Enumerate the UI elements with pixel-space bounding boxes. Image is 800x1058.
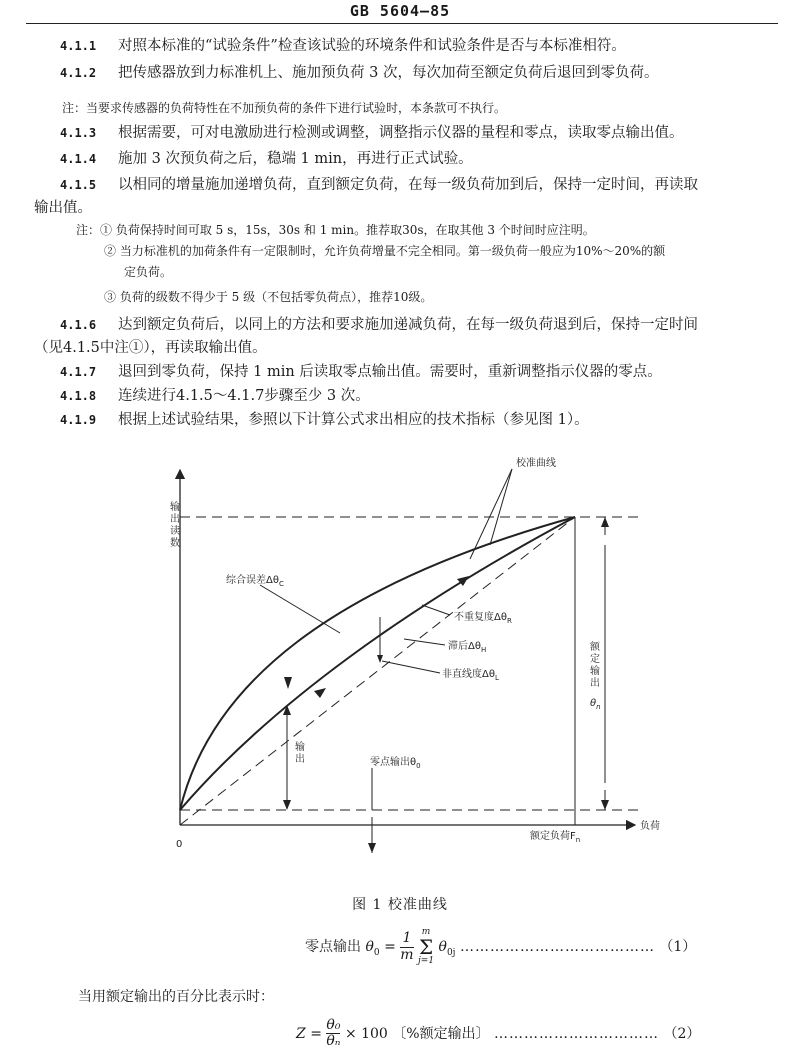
clause-4-1-7 [60, 360, 662, 381]
header-rule [26, 23, 778, 24]
increasing-direction-arrow [314, 688, 326, 698]
ideal-straight-line [180, 517, 575, 825]
formula-1-sum [418, 928, 434, 966]
formula-1-sum-bottom: j=1 [418, 956, 435, 966]
formula-1-sum-top: m [421, 927, 431, 937]
formula-1-term-sub: 0j [446, 947, 456, 958]
clause-text: 连续进行4.1.5～4.1.7步骤至少 3 次。 [118, 388, 370, 404]
formula-1-sum-symbol: Σ [418, 935, 434, 959]
clause-text: 以相同的增量施加递增负荷，直到额定负荷，在每一级负荷加到后，保持一定时间，再读取 [118, 177, 698, 193]
formula-1-denominator: m [400, 946, 414, 963]
clause-4-1-6 [60, 313, 698, 334]
clause-number: 4.1.8 [60, 389, 97, 403]
rated-output-symbol: $\theta_n$ [590, 698, 601, 711]
formula-2-number: （2） [663, 1025, 701, 1042]
calibration-curve-figure [150, 455, 670, 865]
output-arrow-top [283, 705, 291, 715]
formula-1-lhs-sub: 0 [373, 947, 380, 958]
clause-4-1-6-continuation: （见4.1.5中注①），再读取输出值。 [34, 340, 267, 356]
y-axis-label: 输出读数 [170, 502, 180, 549]
origin-label: 0 [176, 839, 183, 850]
nonlinearity-leader [382, 661, 440, 673]
clause-text: 施加 3 次预负荷之后，稳端 1 min，再进行正式试验。 [118, 151, 473, 167]
clause-4-1-8 [60, 384, 370, 405]
note-4-1-5-3: ③ 负荷的级数不得少于 5 级（不包括零负荷点），推荐10级。 [104, 290, 433, 304]
formula-1-numerator: 1 [402, 930, 412, 947]
clause-number: 4.1.4 [60, 152, 97, 166]
combined-error-label: 综合误差$\Delta\theta_C$ [226, 575, 284, 588]
clause-number: 4.1.2 [60, 66, 97, 80]
clause-4-1-1 [60, 34, 626, 55]
clause-number: 4.1.5 [60, 178, 97, 192]
formula-2-rest: × 100 〔%额定输出〕 [344, 1025, 490, 1042]
note-4-1-2: 注：当要求传感器的负荷特性在不加预负荷的条件下进行试验时，本条款可不执行。 [62, 101, 507, 115]
clause-4-1-3 [60, 121, 684, 142]
combined-error-leader [260, 585, 340, 633]
clause-number: 4.1.7 [60, 365, 97, 379]
formula-2 [296, 1018, 700, 1050]
percent-intro: 当用额定输出的百分比表示时： [78, 989, 274, 1005]
figure-caption: 图 1 校准曲线 [352, 897, 448, 913]
formula-1-term: θ [438, 939, 447, 955]
formula-2-numerator: θ₀ [326, 1017, 341, 1033]
note-4-1-5-2-cont: 定负荷。 [124, 265, 173, 279]
note-4-1-5-2: ② 当力标准机的加荷条件有一定限制时，允许负荷增量不完全相同。第一级负荷一般应为10%～20%的额 [104, 244, 666, 258]
nonlinearity-arrow [377, 655, 383, 663]
page-header: GB 5604—85 [349, 2, 451, 20]
calibration-curve-label: 校准曲线 [516, 458, 556, 469]
zero-output-label: 零点输出$\theta_0$ [370, 757, 421, 770]
formula-1-lhs: θ [365, 939, 374, 955]
formula-1-dots: ………………………………… [459, 939, 655, 955]
output-label: 输出 [295, 742, 305, 765]
note-4-1-5-1: 注：① 负荷保持时间可取 5 s，15s，30s 和 1 min。推荐取30s，在取其他 3 个时间时应注明。 [76, 223, 595, 237]
clause-4-1-2 [60, 61, 658, 82]
formula-1-fraction [400, 931, 413, 963]
clause-text: 达到额定负荷后，以同上的方法和要求施加递减负荷，在每一级负荷退到后，保持一定时间 [118, 317, 698, 333]
decreasing-direction-arrow [284, 677, 292, 689]
calibration-curve-leader-1 [490, 469, 512, 545]
clause-number: 4.1.6 [60, 318, 97, 332]
formula-1 [305, 928, 696, 966]
nonrepeatability-leader [422, 605, 450, 615]
clause-4-1-4 [60, 147, 473, 168]
rated-load-marker-arrow [368, 843, 376, 853]
nonrepeatability-label: 不重复度$\Delta\theta_R$ [454, 612, 512, 625]
output-arrow-bottom [283, 800, 291, 810]
formula-2-equals: = [310, 1025, 322, 1042]
clause-number: 4.1.9 [60, 413, 97, 427]
formula-2-denominator: θₙ [326, 1033, 341, 1050]
rated-output-label: 额定输出 [590, 642, 600, 689]
clause-text: 对照本标准的“试验条件”检查该试验的环境条件和试验条件是否与本标准相符。 [118, 38, 626, 54]
clause-text: 退回到零负荷，保持 1 min 后读取零点输出值。需要时，重新调整指示仪器的零点。 [118, 364, 662, 380]
clause-4-1-5 [60, 173, 698, 194]
clause-number: 4.1.1 [60, 39, 97, 53]
formula-1-equals: = [384, 939, 396, 955]
calibration-curve-leader-2 [470, 469, 512, 559]
clause-text: 根据需要，可对电激励进行检测或调整，调整指示仪器的量程和零点，读取零点输出值。 [118, 125, 684, 141]
hysteresis-label: 滞后$\Delta\theta_H$ [448, 641, 487, 654]
clause-number: 4.1.3 [60, 126, 97, 140]
formula-2-fraction [326, 1018, 340, 1050]
hysteresis-leader [404, 639, 445, 645]
formula-2-dots: …………………………… [494, 1025, 660, 1042]
nonlinearity-label: 非直线度$\Delta\theta_L$ [442, 669, 499, 682]
formula-2-lhs: Z [296, 1025, 306, 1042]
clause-text: 根据上述试验结果，参照以下计算公式求出相应的技术指标（参见图 1）。 [118, 412, 589, 428]
formula-1-prefix: 零点输出 [305, 939, 361, 955]
load-axis-label: 负荷 [640, 821, 660, 832]
clause-text: 把传感器放到力标准机上、施加预负荷 3 次，每次加荷至额定负荷后退回到零负荷。 [118, 65, 659, 81]
clause-4-1-9 [60, 408, 589, 429]
formula-1-number: （1） [659, 939, 697, 955]
rated-load-label: 额定负荷$F_n$ [530, 831, 581, 844]
clause-4-1-5-continuation: 输出值。 [34, 200, 92, 216]
